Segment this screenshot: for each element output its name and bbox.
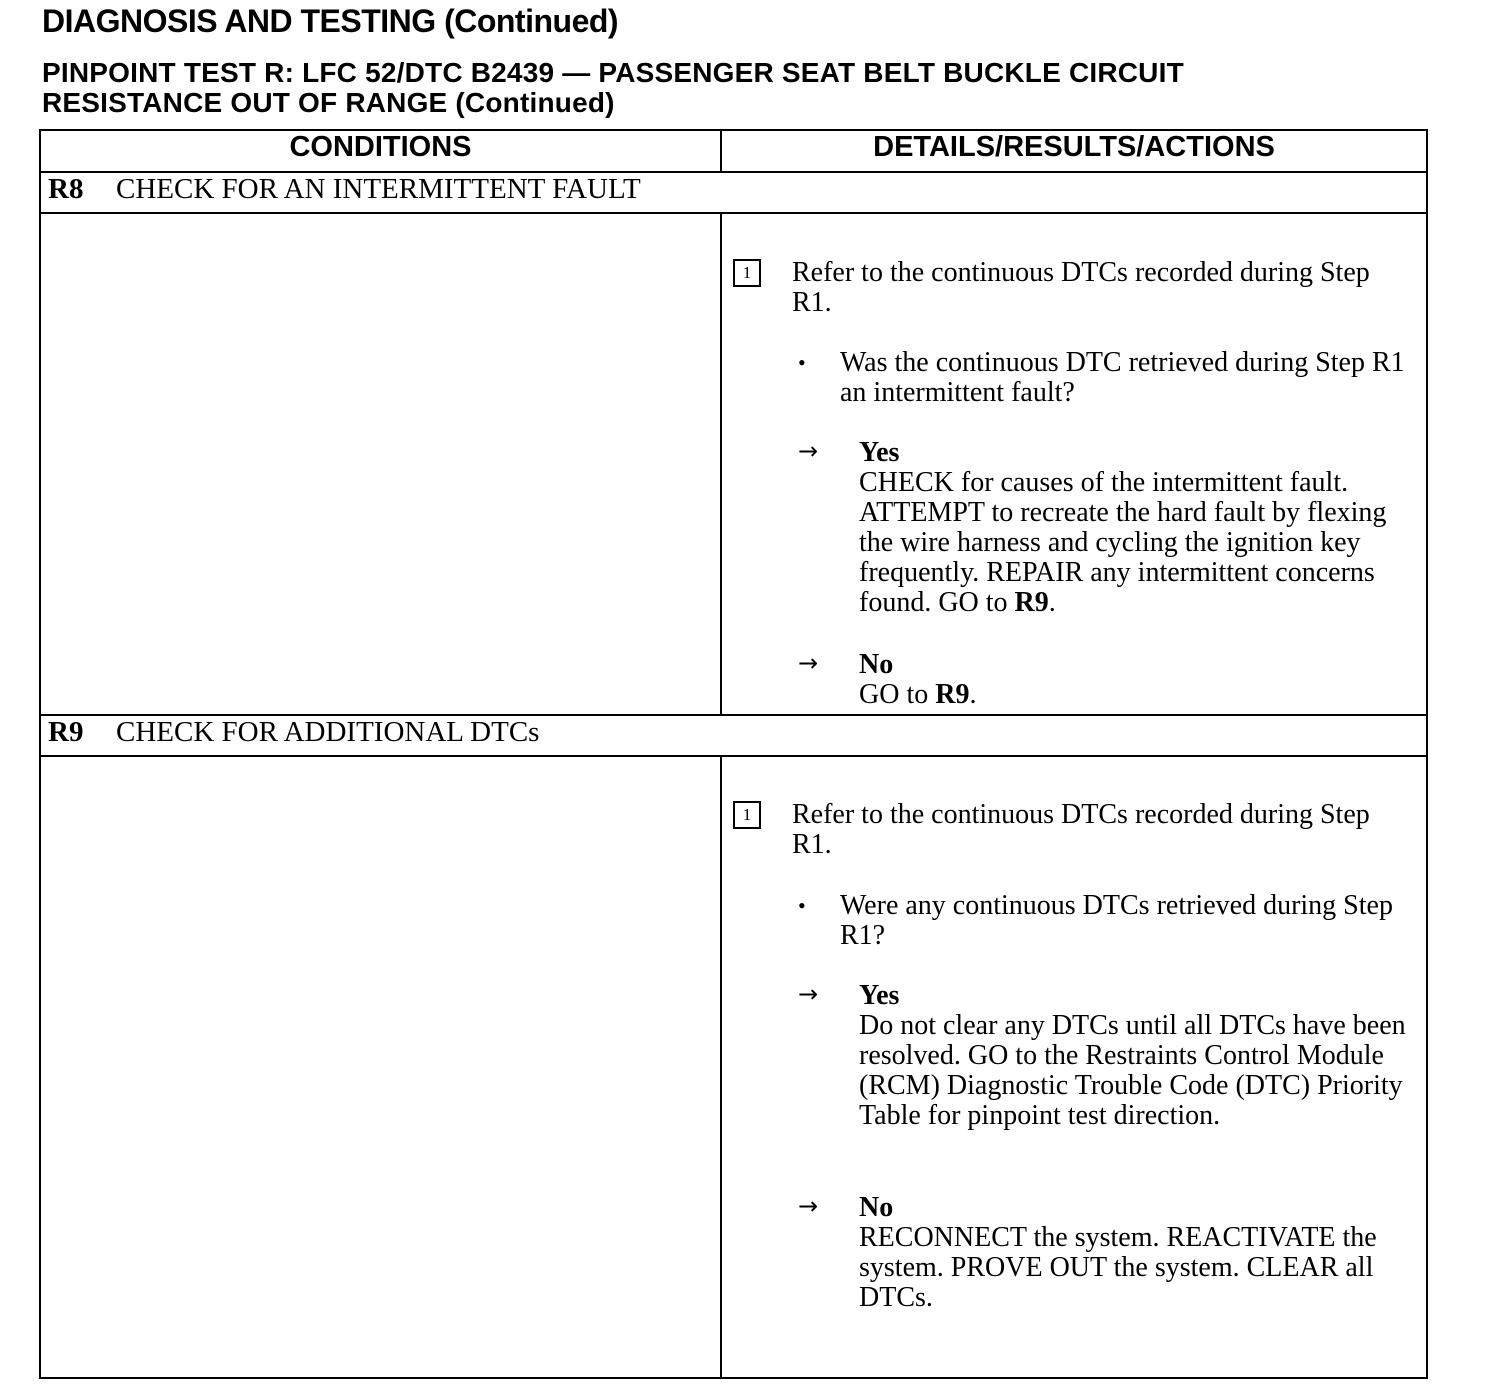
step-question: Were any continuous DTCs retrieved during Step R1? <box>840 890 1393 951</box>
conditions-column-header: CONDITIONS <box>40 130 721 172</box>
arrow-right-icon: → <box>798 649 819 677</box>
pinpoint-test-title-line2: RESISTANCE OUT OF RANGE (Continued) <box>42 87 615 118</box>
yes-label: Yes <box>859 980 900 1011</box>
step-r8-title-row <box>40 172 1427 213</box>
no-label: No <box>859 649 894 680</box>
no-action: GO to <box>859 679 929 710</box>
step-r8-details <box>721 213 1427 715</box>
step-title: CHECK FOR AN INTERMITTENT FAULT <box>116 173 641 205</box>
step-instruction: Refer to the continuous DTCs recorded during Step R1. <box>792 257 1370 318</box>
arrow-right-icon: → <box>798 437 819 465</box>
bullet-icon: • <box>798 350 806 375</box>
no-step-ref: R9 <box>935 679 970 710</box>
details-column-header: DETAILS/RESULTS/ACTIONS <box>721 130 1427 172</box>
step-r9-body-row <box>40 756 1427 1378</box>
arrow-right-icon: → <box>798 980 819 1008</box>
yes-action: Do not clear any DTCs until all DTCs have been resolved. GO to the Restraints Control Module (RCM) Diagnostic Trouble Code (DTC) Priority Table for pinpoint test direction. <box>859 1010 1406 1131</box>
step-id: R9 <box>48 716 84 748</box>
pinpoint-test-title-line1: PINPOINT TEST R: LFC 52/DTC B2439 — PASSENGER SEAT BELT BUCKLE CIRCUIT <box>42 57 1184 88</box>
yes-suffix: . <box>1048 587 1056 618</box>
section-title: DIAGNOSIS AND TESTING (Continued) <box>42 3 619 39</box>
no-result <box>859 1193 1414 1313</box>
yes-result <box>859 981 1414 1131</box>
step-r8-title <box>40 172 1427 213</box>
step-r9-details <box>721 756 1427 1378</box>
no-action: RECONNECT the system. REACTIVATE the system. PROVE OUT the system. CLEAR all DTCs. <box>859 1222 1377 1313</box>
arrow-right-icon: → <box>798 1192 819 1220</box>
step-r9-title-row <box>40 715 1427 756</box>
step-id: R8 <box>48 173 84 205</box>
pinpoint-test-table <box>39 129 1428 1379</box>
step-r8-body-row <box>40 213 1427 715</box>
step-title: CHECK FOR ADDITIONAL DTCs <box>116 716 540 748</box>
step-r9-conditions <box>40 756 721 1378</box>
step-question: Was the continuous DTC retrieved during Step R1 an intermittent fault? <box>840 347 1405 408</box>
no-result <box>859 650 1414 710</box>
table-header-row <box>40 130 1427 172</box>
bullet-icon: • <box>798 893 806 918</box>
step-number-box: 1 <box>733 801 761 829</box>
yes-label: Yes <box>859 437 900 468</box>
step-number-box: 1 <box>733 259 761 287</box>
no-label: No <box>859 1192 894 1223</box>
step-r8-conditions <box>40 213 721 715</box>
yes-result <box>859 438 1414 618</box>
step-instruction: Refer to the continuous DTCs recorded during Step R1. <box>792 799 1370 860</box>
yes-action: CHECK for causes of the intermittent fault. ATTEMPT to recreate the hard fault by flexing the wire harness and cycling the ignition key frequently. REPAIR any intermittent concerns found. GO to <box>859 467 1387 618</box>
no-suffix: . <box>969 679 977 710</box>
step-r9-title <box>40 715 1427 756</box>
yes-step-ref: R9 <box>1014 587 1049 618</box>
